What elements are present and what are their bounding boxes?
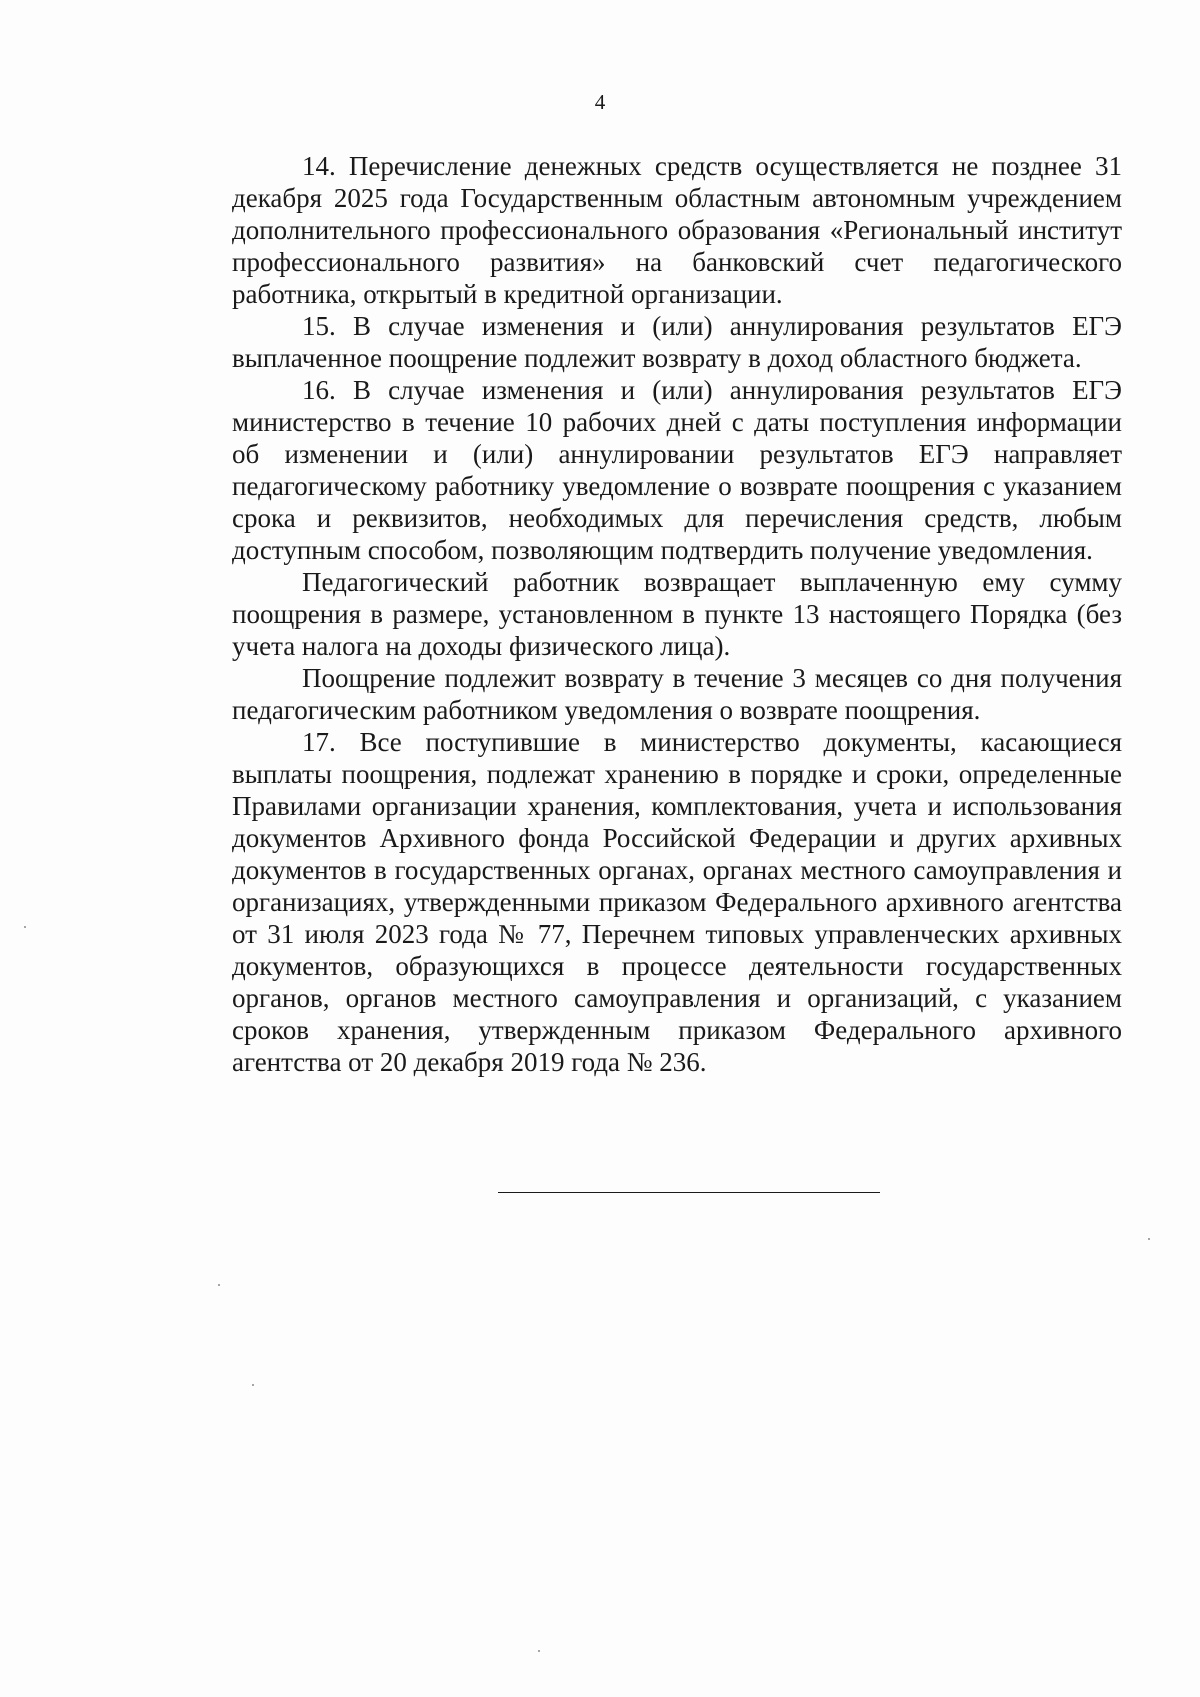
paragraph-15: 15. В случае изменения и (или) аннулирования результатов ЕГЭ выплаченное поощрение подлежит возврату в доход областного бюджета. xyxy=(232,311,1122,373)
paragraph-14: 14. Перечисление денежных средств осуществляется не позднее 31 декабря 2025 года Государственным областным автономным учреждением дополнительного профессионального образования «Региональный институт профессионального развития» на банковский счет педагогического работника, открытый в кредитной организации. xyxy=(232,151,1122,309)
document-body xyxy=(232,150,1122,1078)
scan-speck xyxy=(1148,1238,1150,1240)
page-number: 4 xyxy=(594,90,606,114)
scan-speck xyxy=(24,926,26,928)
scan-speck xyxy=(218,1284,220,1286)
paragraph-16-refund-term: Поощрение подлежит возврату в течение 3 месяцев со дня получения педагогическим работником уведомления о возврате поощрения. xyxy=(232,663,1122,725)
paragraph-16-refund-amount: Педагогический работник возвращает выплаченную ему сумму поощрения в размере, установленном в пункте 13 настоящего Порядка (без учета налога на доходы физического лица). xyxy=(232,567,1122,661)
scan-speck xyxy=(252,1384,254,1386)
scan-speck xyxy=(538,1650,540,1652)
end-of-text-rule xyxy=(498,1192,880,1193)
paragraph-16: 16. В случае изменения и (или) аннулирования результатов ЕГЭ министерство в течение 10 рабочих дней с даты поступления информации об изменении и (или) аннулировании результатов ЕГЭ направляет педагогическому работнику уведомление о возврате поощрения с указанием срока и реквизитов, необходимых для перечисления средств, любым доступным способом, позволяющим подтвердить получение уведомления. xyxy=(232,375,1122,565)
paragraph-17: 17. Все поступившие в министерство документы, касающиеся выплаты поощрения, подлежат хранению в порядке и сроки, определенные Правилами организации хранения, комплектования, учета и использования документов Архивного фонда Российской Федерации и других архивных документов в государственных органах, органах местного самоуправления и организациях, утвержденными приказом Федерального архивного агентства от 31 июля 2023 года № 77, Перечнем типовых управленческих архивных документов, образующихся в процессе деятельности государственных органов, органов местного самоуправления и организаций, с указанием сроков хранения, утвержденным приказом Федерального архивного агентства от 20 декабря 2019 года № 236. xyxy=(232,727,1122,1077)
